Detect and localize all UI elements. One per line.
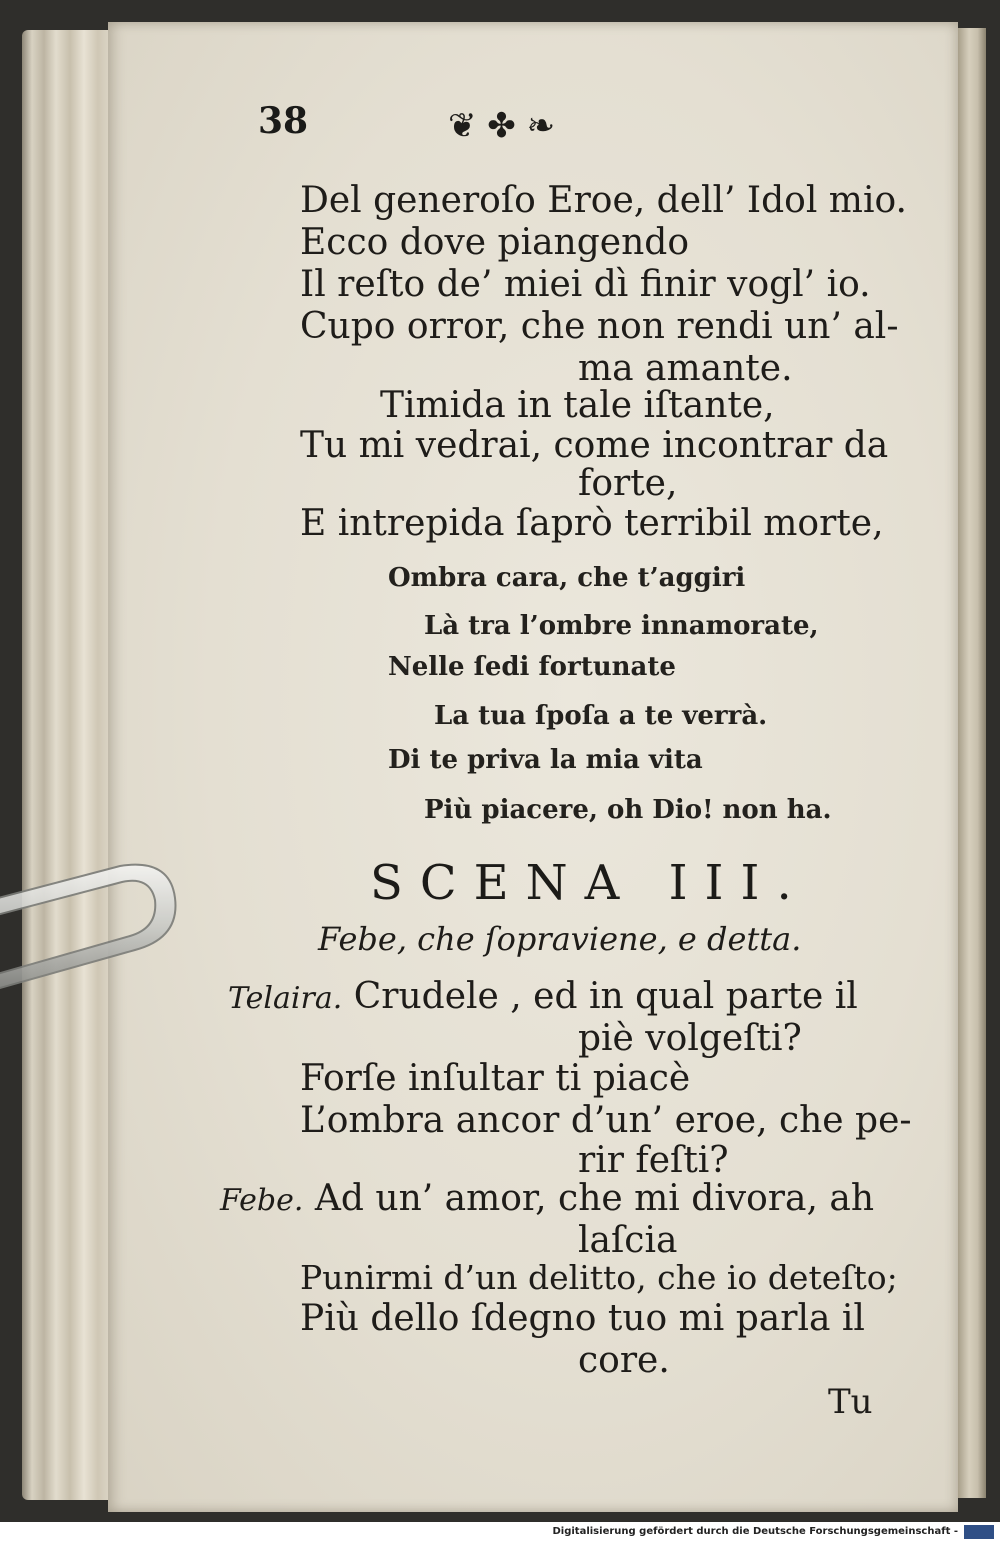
verse-line: Timida in tale iſtante, <box>380 385 775 426</box>
footer-bar <box>0 1522 1000 1543</box>
dfg-logo <box>964 1525 994 1539</box>
page-edges <box>22 30 122 1500</box>
dialogue-line: L’ombra ancor d’un’ eroe, che pe- <box>300 1100 912 1141</box>
dialogue-line: Forſe inſultar ti piacè <box>300 1058 691 1099</box>
verse-line: E intrepida ſaprò terribil morte, <box>300 503 884 544</box>
aria-line: Più piacere, oh Dio! non ha. <box>424 795 832 825</box>
aria-line: Là tra l’ombre innamorate, <box>424 611 819 641</box>
page-clip <box>0 858 180 998</box>
page-header <box>258 100 718 160</box>
verse-line: Cupo orror, che non rendi un’ al- <box>300 306 899 347</box>
page-number: 38 <box>258 100 309 142</box>
dialogue-line: laſcia <box>578 1220 678 1261</box>
stage-direction: Febe, che ſopraviene, e detta. <box>318 920 802 958</box>
speaker-name: Febe. <box>220 1183 304 1218</box>
scene-title: SCENA III. <box>370 855 809 911</box>
verse-line: Il reſto de’ miei dì finir vogl’ io. <box>300 264 871 305</box>
dialogue-line: piè volgeſti? <box>578 1018 802 1059</box>
verse-line: forte, <box>578 463 678 504</box>
right-page-edge <box>958 28 986 1498</box>
aria-line: Di te priva la mia vita <box>388 745 703 775</box>
dialogue-line: Più dello ſdegno tuo mi parla il <box>300 1298 865 1339</box>
aria-line: Nelle ſedi fortunate <box>388 652 676 682</box>
verse-line: Del generoſo Eroe, dell’ Idol mio. <box>300 180 907 221</box>
aria-line: La tua ſpoſa a te verrà. <box>434 701 768 731</box>
dialogue-line <box>220 1178 874 1219</box>
verse-line: Ecco dove piangendo <box>300 222 689 263</box>
catchword: Tu <box>828 1382 873 1422</box>
ornament-icon: ❦ ✤ ❧ <box>448 106 556 146</box>
dialogue-line: rir feſti? <box>578 1140 729 1181</box>
dialogue-line: core. <box>578 1340 670 1381</box>
dialogue-text: Crudele , ed in qual parte il <box>353 976 858 1017</box>
dialogue-text: Ad un’ amor, che mi divora, ah <box>314 1178 875 1219</box>
verse-line: ma amante. <box>578 348 793 389</box>
verse-line: Tu mi vedrai, come incontrar da <box>300 425 889 466</box>
speaker-name: Telaira. <box>228 981 343 1016</box>
aria-line: Ombra cara, che t’aggiri <box>388 563 746 593</box>
dialogue-line <box>228 976 858 1017</box>
dialogue-line: Punirmi d’un delitto, che io deteſto; <box>300 1258 898 1297</box>
footer-text: Digitalisierung gefördert durch die Deutsche Forschungsgemeinschaft - <box>552 1526 958 1537</box>
